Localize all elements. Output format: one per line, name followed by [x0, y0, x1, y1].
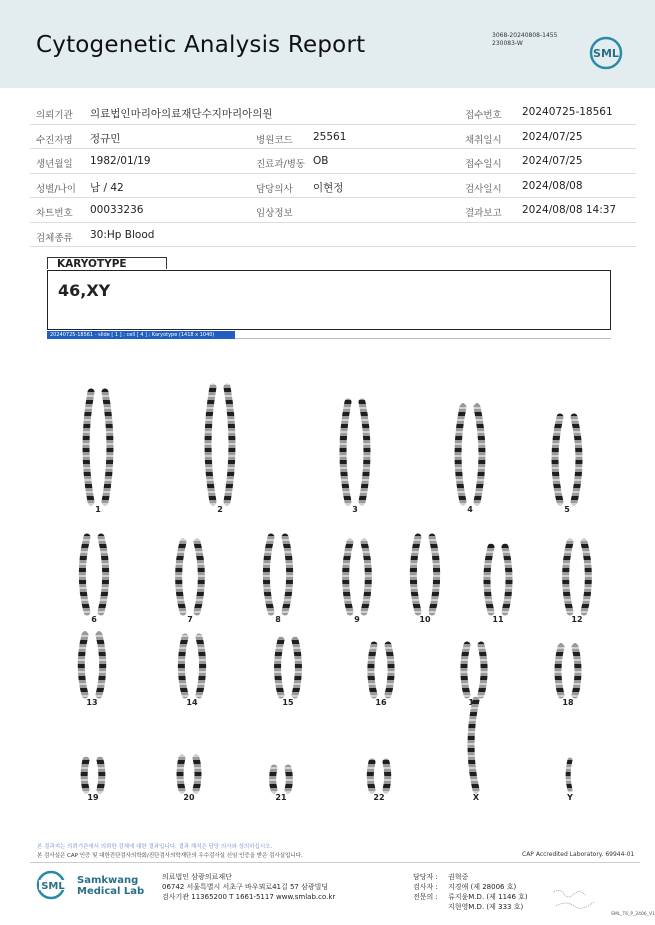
chromosome-label: 7: [187, 615, 193, 624]
chart-no-label: 차트번호: [36, 208, 73, 219]
chromosome: [584, 542, 588, 612]
chromosome-pair-19: [84, 760, 102, 802]
chromosome: [566, 542, 570, 612]
chromosome: [477, 407, 482, 502]
chromosome: [278, 640, 281, 695]
collect-date-value: 2024/07/25: [522, 130, 583, 143]
document-id-line1: 3068-20240808-1455: [492, 32, 558, 39]
chromosome-label: 8: [275, 615, 281, 624]
sml-logo-text: SML: [593, 47, 619, 60]
chromosome: [101, 537, 106, 612]
chromosome: [558, 647, 561, 695]
chromosome-label: 5: [564, 505, 570, 514]
chromosome: [505, 547, 509, 612]
chromosome-pair-5: [555, 417, 579, 514]
chromosome: [343, 402, 348, 502]
chromosome-pair-9: [346, 542, 369, 624]
chromosome: [288, 768, 289, 790]
chromosome: [487, 547, 491, 612]
address-text: 06742 서울특별시 서초구 바우뫼로41길 57 삼광빌딩: [162, 883, 329, 891]
report-date-value: 2024/08/08 14:37: [522, 204, 617, 216]
chromosome-label: 6: [91, 615, 97, 624]
receive-date-value: 2024/07/25: [522, 155, 583, 167]
chromosome-pair-13: [81, 635, 103, 707]
karyogram-caption: 20240725-18561 - slide [ 1 ] ; cell [ 4 ] ; Karyotype (1418 x 1040): [47, 331, 235, 339]
chromosome: [105, 392, 110, 502]
chromosome-pair-14: [181, 637, 202, 707]
chromosome: [208, 387, 213, 502]
chromosome: [285, 537, 290, 612]
chromosome-label: 3: [352, 505, 358, 514]
chromosome: [432, 537, 437, 612]
foundation-name: 의료법인 삼광의료재단: [162, 873, 232, 881]
chromosome: [555, 417, 560, 502]
chromosome-pair-8: [266, 537, 289, 624]
chromosome: [181, 637, 185, 695]
staff-name: 권혁중: [448, 873, 469, 881]
chromosome: [386, 762, 388, 790]
chromosome-pair-4: [458, 407, 482, 514]
hospital-code-label: 병원코드: [256, 134, 293, 146]
contact-text: 검사기관 11365200 T 1661-5117 www.smlab.co.kr: [162, 893, 336, 901]
chromosome-label: 21: [275, 793, 287, 802]
patient-label: 수진자명: [36, 134, 73, 146]
staff-name: 류지윤M.D. (제 1146 호): [448, 893, 528, 901]
doctor-label: 담당의사: [256, 183, 293, 195]
chromosome-pair-3: [343, 402, 367, 514]
chromosome: [364, 542, 368, 612]
doctor-value: 이현정: [313, 181, 344, 194]
chromosome: [464, 645, 467, 695]
chromosome: [413, 537, 418, 612]
karyogram-image: [40, 340, 640, 820]
staff-label: 검사자 :: [413, 883, 438, 891]
chart-no-value: 00033236: [90, 204, 144, 216]
dept-value: OB: [313, 155, 329, 167]
karyotype-value: 46,XY: [58, 281, 111, 300]
chromosome-pair-2: [208, 387, 232, 514]
footer-divider: [30, 862, 640, 863]
chromosome-label: 20: [183, 793, 195, 802]
staff-name: 지경애 (제 28006 호): [448, 883, 517, 891]
info-row: [30, 198, 636, 223]
dept-label: 진료과/병동: [256, 159, 306, 170]
clinical-label: 임상정보: [256, 208, 293, 219]
chromosome: [371, 645, 374, 695]
chromosome: [575, 647, 578, 695]
chromosome-pair-20: [180, 758, 198, 802]
chromosome: [227, 387, 232, 502]
hospital-code-value: 25561: [313, 130, 347, 143]
chromosome: [568, 760, 570, 790]
exam-date-value: 2024/08/08: [522, 179, 583, 192]
chromosome: [481, 645, 484, 695]
sml-logo-icon: [36, 870, 72, 900]
chromosome: [99, 635, 103, 695]
institution-label: 의뢰기관: [36, 110, 73, 121]
sex-age-label: 성별/나이: [36, 183, 76, 195]
chromosome-label: 19: [87, 793, 99, 802]
chromosome: [100, 760, 102, 790]
birth-label: 생년월일: [36, 159, 73, 170]
chromosome-pair-Y: [566, 760, 573, 802]
chromosome-pair-22: [370, 762, 388, 802]
chromosome: [471, 700, 476, 790]
chromosome: [86, 392, 91, 502]
staff-name: 지현영M.D. (제 333 호): [448, 903, 524, 911]
patient-value: 정규민: [90, 132, 121, 145]
chromosome-label: 15: [282, 698, 294, 707]
karyotype-tab: KARYOTYPE: [47, 257, 167, 269]
birth-value: 1982/01/19: [90, 155, 151, 167]
karyotype-box: [47, 270, 611, 330]
chromosome: [370, 762, 372, 790]
chromosome-label: 18: [562, 698, 574, 707]
chromosome: [197, 542, 201, 612]
chromosome: [81, 635, 85, 695]
chromosome-label: 4: [467, 505, 473, 514]
chromosome: [199, 637, 203, 695]
report-header: [0, 0, 655, 88]
chromosome-pair-15: [278, 640, 299, 707]
chromosome-label: 16: [375, 698, 387, 707]
chromosome: [295, 640, 298, 695]
info-row: [30, 223, 636, 248]
chromosome-label: 1: [95, 505, 101, 514]
disclaimer-note: 본 결과지는 의뢰기관에서 의뢰한 검체에 대한 결과입니다. 결과 해석은 담당 의사와 상의하십시오.: [37, 844, 273, 850]
sml-logo-icon: [589, 36, 623, 70]
lab-name: [77, 875, 144, 897]
report-date-label: 결과보고: [465, 208, 502, 219]
chromosome-pair-16: [371, 645, 391, 707]
info-row: [30, 125, 636, 150]
chromosome-label: 2: [217, 505, 223, 514]
divider: [235, 338, 611, 339]
chromosome: [346, 542, 350, 612]
chromosome-label: X: [472, 793, 480, 802]
specimen-label: 검체종류: [36, 232, 73, 244]
document-id: [492, 32, 557, 48]
accreditation-note: 본 검사실은 CAP 인증 및 대한진단검사의학회/진단검사의학재단의 우수검사실 신임 인증을 받은 검사실입니다.: [37, 853, 303, 859]
chromosome-label: 9: [354, 615, 360, 624]
chromosome-pair-21: [273, 768, 290, 802]
lab-name-line2: Medical Lab: [77, 886, 145, 897]
receipt-no-value: 20240725-18561: [522, 106, 613, 118]
svg-text:SML: SML: [41, 881, 65, 892]
institution-value: 의료법인마리아의료재단수지마리아의원: [90, 108, 273, 120]
chromosome: [196, 758, 198, 790]
chromosome-label: 13: [86, 698, 98, 707]
receipt-no-label: 접수번호: [465, 110, 502, 121]
chromosome: [180, 758, 182, 790]
form-version: SML_T6_P_2406_V1: [611, 912, 655, 917]
chromosome: [82, 537, 87, 612]
chromosome: [179, 542, 183, 612]
chromosome-label: 17: [468, 698, 480, 707]
lab-name-line1: Samkwang: [77, 875, 139, 886]
report-title: Cytogenetic Analysis Report: [36, 32, 366, 58]
info-row: [30, 149, 636, 174]
chromosome-pair-12: [566, 542, 589, 624]
collect-date-label: 채취일시: [465, 134, 502, 146]
chromosome: [574, 417, 579, 502]
chromosome: [458, 407, 463, 502]
chromosome-pair-X: [471, 700, 480, 802]
chromosome-label: Y: [567, 793, 573, 802]
chromosome-label: 11: [492, 615, 504, 624]
receive-date-label: 접수일시: [465, 159, 502, 170]
patient-info-table: [30, 100, 636, 247]
document-id-line2: 230083-W: [492, 40, 523, 47]
info-row: [30, 100, 636, 125]
sex-age-value: 남 / 42: [90, 181, 124, 194]
lab-address: [162, 872, 335, 902]
chromosome-pair-11: [487, 547, 509, 624]
staff-label: 담당자 :: [413, 873, 438, 881]
chromosome-label: 14: [186, 698, 198, 707]
chromosome: [388, 645, 391, 695]
chromosome: [273, 768, 274, 790]
chromosome-pair-7: [179, 542, 202, 624]
staff-label: 전문의 :: [413, 893, 438, 901]
chromosome: [84, 760, 86, 790]
signature-icon: [550, 882, 610, 912]
chromosome-label: 10: [419, 615, 431, 624]
chromosome-label: 22: [373, 793, 385, 802]
chromosome: [362, 402, 367, 502]
chromosome-pair-10: [413, 537, 436, 624]
exam-date-label: 검사일시: [465, 183, 502, 195]
info-row: [30, 174, 636, 199]
chromosome-label: 12: [571, 615, 583, 624]
staff-list: [413, 872, 528, 912]
specimen-value: 30:Hp Blood: [90, 228, 155, 241]
chromosome-pair-18: [558, 647, 578, 707]
chromosome: [266, 537, 271, 612]
chromosome-pair-1: [86, 392, 110, 514]
chromosome-pair-6: [82, 537, 105, 624]
cap-accreditation: CAP Accredited Laboratory. 69944-01: [522, 851, 635, 858]
